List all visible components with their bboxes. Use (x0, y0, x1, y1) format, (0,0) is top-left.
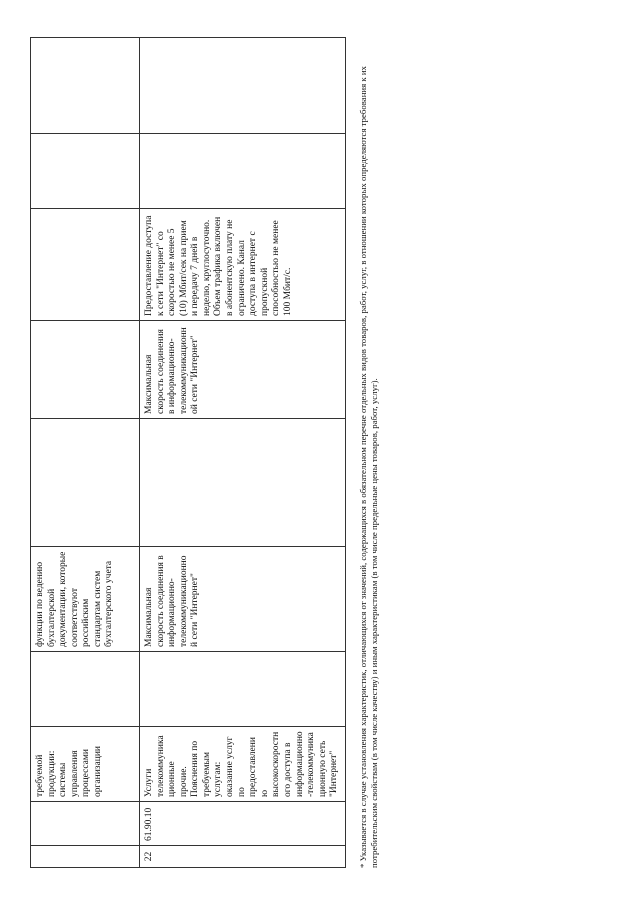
requirements-table (30, 37, 346, 868)
cell-characteristic: функции по ведению бухгалтерской документации, которые соответствуют российским стандартам систем бухгалтерского учета (31, 547, 140, 652)
cell-number: 22 (140, 846, 346, 868)
cell-empty (31, 419, 140, 547)
cell-code: 61.90.10 (140, 802, 346, 846)
cell-empty (140, 38, 346, 134)
cell-value (31, 209, 140, 321)
cell-code (31, 802, 140, 846)
cell-number (31, 846, 140, 868)
cell-empty (31, 38, 140, 134)
cell-empty (31, 134, 140, 209)
footnote: * Указывается в случае установления характеристик, отличающихся от значений, содержащихся в обязательном перечне отдельных видов товаров, работ, услуг, в отношении которых определяются требования к их потребительским свойствам (в том числе качеству) и иным характеристикам (в том числе предельные цены товаров, работ, услуг). (358, 66, 380, 868)
cell-empty (140, 419, 346, 547)
table-row (31, 38, 140, 868)
cell-empty (140, 134, 346, 209)
cell-characteristic: Максимальная скорость соединения в информационно-телекоммуникационной сети "Интернет" (140, 547, 346, 652)
rotated-content (10, 28, 410, 878)
cell-name: требуемой продукции: системы управления процессами организации (31, 727, 140, 802)
cell-value: Предоставление доступа к сети "Интернет" со скоростью не менее 5 (10) Мбит/сек на прием и передачу 7 дней в неделю, круглосуточно. Объем трафика включен в абонентскую плату не ограничено. Канал доступа в интернет с пропускной способностью не менее 100 Мбит/с. (140, 209, 346, 321)
cell-empty (31, 652, 140, 727)
cell-characteristic-2: Максимальная скорость соединения в информационно-телекоммуникационной сети "Интернет" (140, 321, 346, 419)
table-row (140, 38, 346, 868)
cell-name: Услуги телекоммуникационные прочие. Пояснения по требуемым услугам: оказание услуг по предоставлению высокоскоростного доступа в информационно-телекоммуникационную сеть "Интернет" (140, 727, 346, 802)
cell-characteristic-2 (31, 321, 140, 419)
cell-empty (140, 652, 346, 727)
